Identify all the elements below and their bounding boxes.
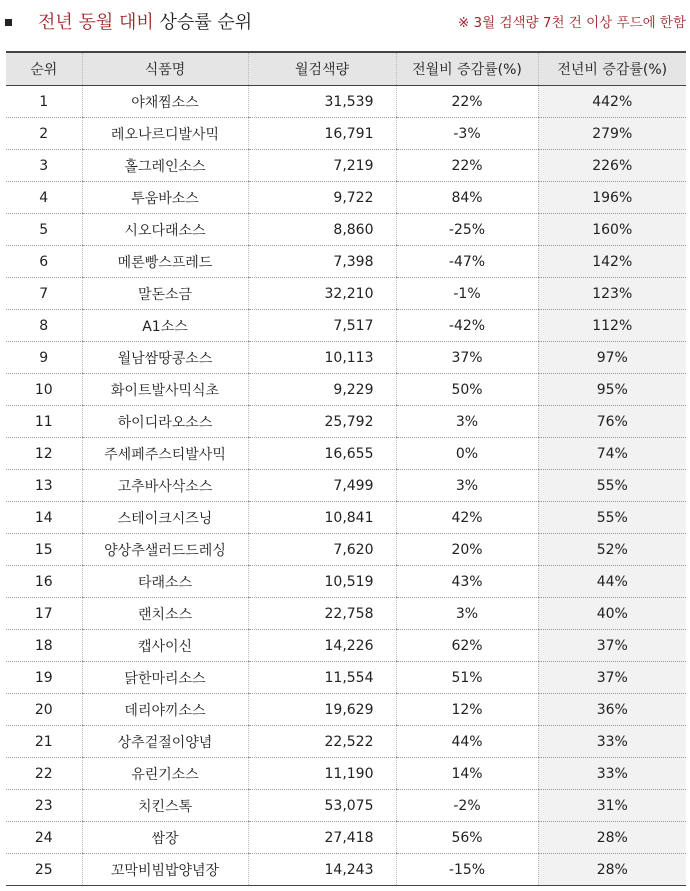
mom-change-cell: -42% bbox=[396, 310, 538, 342]
yoy-change-cell: 28% bbox=[538, 822, 686, 854]
rank-cell: 15 bbox=[6, 534, 82, 566]
food-name-cell: 쌈장 bbox=[82, 822, 248, 854]
rank-cell: 4 bbox=[6, 182, 82, 214]
food-name-cell: 야채찜소스 bbox=[82, 86, 248, 118]
search-volume-cell: 53,075 bbox=[248, 790, 396, 822]
search-volume-cell: 7,398 bbox=[248, 246, 396, 278]
mom-change-cell: 14% bbox=[396, 758, 538, 790]
table-header bbox=[6, 52, 686, 86]
rank-cell: 21 bbox=[6, 726, 82, 758]
table-row bbox=[6, 502, 686, 534]
yoy-change-cell: 37% bbox=[538, 662, 686, 694]
rank-cell: 11 bbox=[6, 406, 82, 438]
table-row bbox=[6, 310, 686, 342]
mom-change-cell: 22% bbox=[396, 86, 538, 118]
rank-cell: 20 bbox=[6, 694, 82, 726]
yoy-change-cell: 123% bbox=[538, 278, 686, 310]
column-header-food-name: 식품명 bbox=[82, 52, 248, 86]
search-volume-cell: 14,226 bbox=[248, 630, 396, 662]
search-volume-cell: 8,860 bbox=[248, 214, 396, 246]
rank-cell: 16 bbox=[6, 566, 82, 598]
mom-change-cell: 3% bbox=[396, 598, 538, 630]
food-name-cell: 치킨스톡 bbox=[82, 790, 248, 822]
food-name-cell: 월남쌈땅콩소스 bbox=[82, 342, 248, 374]
food-name-cell: 스테이크시즈닝 bbox=[82, 502, 248, 534]
yoy-change-cell: 279% bbox=[538, 118, 686, 150]
ranking-table bbox=[6, 51, 686, 886]
table-row bbox=[6, 790, 686, 822]
rank-cell: 23 bbox=[6, 790, 82, 822]
food-name-cell: 메론빵스프레드 bbox=[82, 246, 248, 278]
page-title-rest: 상승률 순위 bbox=[159, 12, 253, 33]
food-name-cell: 유린기소스 bbox=[82, 758, 248, 790]
search-volume-cell: 22,522 bbox=[248, 726, 396, 758]
mom-change-cell: 62% bbox=[396, 630, 538, 662]
search-volume-cell: 10,841 bbox=[248, 502, 396, 534]
yoy-change-cell: 442% bbox=[538, 86, 686, 118]
mom-change-cell: 50% bbox=[396, 374, 538, 406]
food-name-cell: 주세페주스티발사믹 bbox=[82, 438, 248, 470]
rank-cell: 5 bbox=[6, 214, 82, 246]
search-volume-cell: 9,229 bbox=[248, 374, 396, 406]
food-name-cell: 레오나르디발사믹 bbox=[82, 118, 248, 150]
table-row bbox=[6, 726, 686, 758]
table-row bbox=[6, 630, 686, 662]
table-row bbox=[6, 822, 686, 854]
filter-note: ※ 3월 검색량 7천 건 이상 푸드에 한함 bbox=[457, 15, 686, 31]
yoy-change-cell: 160% bbox=[538, 214, 686, 246]
yoy-change-cell: 196% bbox=[538, 182, 686, 214]
yoy-change-cell: 55% bbox=[538, 470, 686, 502]
table-row bbox=[6, 342, 686, 374]
search-volume-cell: 32,210 bbox=[248, 278, 396, 310]
rank-cell: 1 bbox=[6, 86, 82, 118]
square-bullet-icon bbox=[5, 19, 12, 26]
page-title bbox=[38, 10, 252, 36]
table-row bbox=[6, 214, 686, 246]
table-row bbox=[6, 374, 686, 406]
rank-cell: 2 bbox=[6, 118, 82, 150]
yoy-change-cell: 33% bbox=[538, 726, 686, 758]
mom-change-cell: -1% bbox=[396, 278, 538, 310]
search-volume-cell: 25,792 bbox=[248, 406, 396, 438]
table-row bbox=[6, 86, 686, 118]
yoy-change-cell: 37% bbox=[538, 630, 686, 662]
search-volume-cell: 7,620 bbox=[248, 534, 396, 566]
food-name-cell: 타래소스 bbox=[82, 566, 248, 598]
rank-cell: 6 bbox=[6, 246, 82, 278]
yoy-change-cell: 33% bbox=[538, 758, 686, 790]
table-row bbox=[6, 758, 686, 790]
table-row bbox=[6, 150, 686, 182]
rank-cell: 8 bbox=[6, 310, 82, 342]
column-header-yoy-change: 전년비 증감률(%) bbox=[538, 52, 686, 86]
search-volume-cell: 10,519 bbox=[248, 566, 396, 598]
search-volume-cell: 27,418 bbox=[248, 822, 396, 854]
table-row bbox=[6, 534, 686, 566]
yoy-change-cell: 36% bbox=[538, 694, 686, 726]
column-header-rank: 순위 bbox=[6, 52, 82, 86]
header-row bbox=[6, 52, 686, 86]
yoy-change-cell: 52% bbox=[538, 534, 686, 566]
rank-cell: 3 bbox=[6, 150, 82, 182]
mom-change-cell: -47% bbox=[396, 246, 538, 278]
table-row bbox=[6, 406, 686, 438]
search-volume-cell: 9,722 bbox=[248, 182, 396, 214]
rank-cell: 13 bbox=[6, 470, 82, 502]
search-volume-cell: 19,629 bbox=[248, 694, 396, 726]
food-name-cell: 데리야끼소스 bbox=[82, 694, 248, 726]
table-row bbox=[6, 278, 686, 310]
table-row bbox=[6, 470, 686, 502]
yoy-change-cell: 55% bbox=[538, 502, 686, 534]
table-row bbox=[6, 598, 686, 630]
mom-change-cell: -3% bbox=[396, 118, 538, 150]
food-name-cell: 화이트발사믹식초 bbox=[82, 374, 248, 406]
mom-change-cell: 84% bbox=[396, 182, 538, 214]
mom-change-cell: 56% bbox=[396, 822, 538, 854]
table-row bbox=[6, 694, 686, 726]
column-header-monthly-search-volume: 월검색량 bbox=[248, 52, 396, 86]
rank-cell: 17 bbox=[6, 598, 82, 630]
mom-change-cell: 51% bbox=[396, 662, 538, 694]
yoy-change-cell: 97% bbox=[538, 342, 686, 374]
table-row bbox=[6, 118, 686, 150]
search-volume-cell: 11,190 bbox=[248, 758, 396, 790]
mom-change-cell: -25% bbox=[396, 214, 538, 246]
table-row bbox=[6, 182, 686, 214]
table-body bbox=[6, 86, 686, 886]
rank-cell: 25 bbox=[6, 854, 82, 886]
search-volume-cell: 7,219 bbox=[248, 150, 396, 182]
mom-change-cell: 42% bbox=[396, 502, 538, 534]
mom-change-cell: 43% bbox=[396, 566, 538, 598]
mom-change-cell: 37% bbox=[396, 342, 538, 374]
food-name-cell: 홀그레인소스 bbox=[82, 150, 248, 182]
yoy-change-cell: 74% bbox=[538, 438, 686, 470]
food-name-cell: 하이디라오소스 bbox=[82, 406, 248, 438]
search-volume-cell: 11,554 bbox=[248, 662, 396, 694]
mom-change-cell: 44% bbox=[396, 726, 538, 758]
mom-change-cell: -15% bbox=[396, 854, 538, 886]
search-volume-cell: 31,539 bbox=[248, 86, 396, 118]
search-volume-cell: 10,113 bbox=[248, 342, 396, 374]
search-volume-cell: 16,791 bbox=[248, 118, 396, 150]
food-name-cell: 양상추샐러드드레싱 bbox=[82, 534, 248, 566]
header bbox=[0, 0, 690, 44]
rank-cell: 10 bbox=[6, 374, 82, 406]
rank-cell: 18 bbox=[6, 630, 82, 662]
food-name-cell: A1소스 bbox=[82, 310, 248, 342]
food-name-cell: 캡사이신 bbox=[82, 630, 248, 662]
rank-cell: 7 bbox=[6, 278, 82, 310]
table-row bbox=[6, 246, 686, 278]
food-name-cell: 고추바사삭소스 bbox=[82, 470, 248, 502]
rank-cell: 14 bbox=[6, 502, 82, 534]
yoy-change-cell: 226% bbox=[538, 150, 686, 182]
yoy-change-cell: 44% bbox=[538, 566, 686, 598]
food-name-cell: 꼬막비빔밥양념장 bbox=[82, 854, 248, 886]
rank-cell: 22 bbox=[6, 758, 82, 790]
yoy-change-cell: 31% bbox=[538, 790, 686, 822]
food-name-cell: 투움바소스 bbox=[82, 182, 248, 214]
search-volume-cell: 7,517 bbox=[248, 310, 396, 342]
mom-change-cell: -2% bbox=[396, 790, 538, 822]
table-row bbox=[6, 438, 686, 470]
table-row bbox=[6, 854, 686, 886]
mom-change-cell: 20% bbox=[396, 534, 538, 566]
yoy-change-cell: 112% bbox=[538, 310, 686, 342]
mom-change-cell: 12% bbox=[396, 694, 538, 726]
yoy-change-cell: 28% bbox=[538, 854, 686, 886]
rank-cell: 9 bbox=[6, 342, 82, 374]
yoy-change-cell: 142% bbox=[538, 246, 686, 278]
food-name-cell: 시오다래소스 bbox=[82, 214, 248, 246]
mom-change-cell: 3% bbox=[396, 406, 538, 438]
yoy-change-cell: 40% bbox=[538, 598, 686, 630]
search-volume-cell: 22,758 bbox=[248, 598, 396, 630]
search-volume-cell: 16,655 bbox=[248, 438, 396, 470]
page-title-accent: 전년 동월 대비 bbox=[38, 12, 154, 33]
mom-change-cell: 3% bbox=[396, 470, 538, 502]
yoy-change-cell: 95% bbox=[538, 374, 686, 406]
column-header-mom-change: 전월비 증감률(%) bbox=[396, 52, 538, 86]
food-name-cell: 닭한마리소스 bbox=[82, 662, 248, 694]
food-name-cell: 랜치소스 bbox=[82, 598, 248, 630]
mom-change-cell: 22% bbox=[396, 150, 538, 182]
food-name-cell: 말돈소금 bbox=[82, 278, 248, 310]
rank-cell: 12 bbox=[6, 438, 82, 470]
rank-cell: 24 bbox=[6, 822, 82, 854]
search-volume-cell: 7,499 bbox=[248, 470, 396, 502]
yoy-change-cell: 76% bbox=[538, 406, 686, 438]
mom-change-cell: 0% bbox=[396, 438, 538, 470]
table-row bbox=[6, 662, 686, 694]
search-volume-cell: 14,243 bbox=[248, 854, 396, 886]
food-name-cell: 상추겉절이양념 bbox=[82, 726, 248, 758]
rank-cell: 19 bbox=[6, 662, 82, 694]
table-row bbox=[6, 566, 686, 598]
